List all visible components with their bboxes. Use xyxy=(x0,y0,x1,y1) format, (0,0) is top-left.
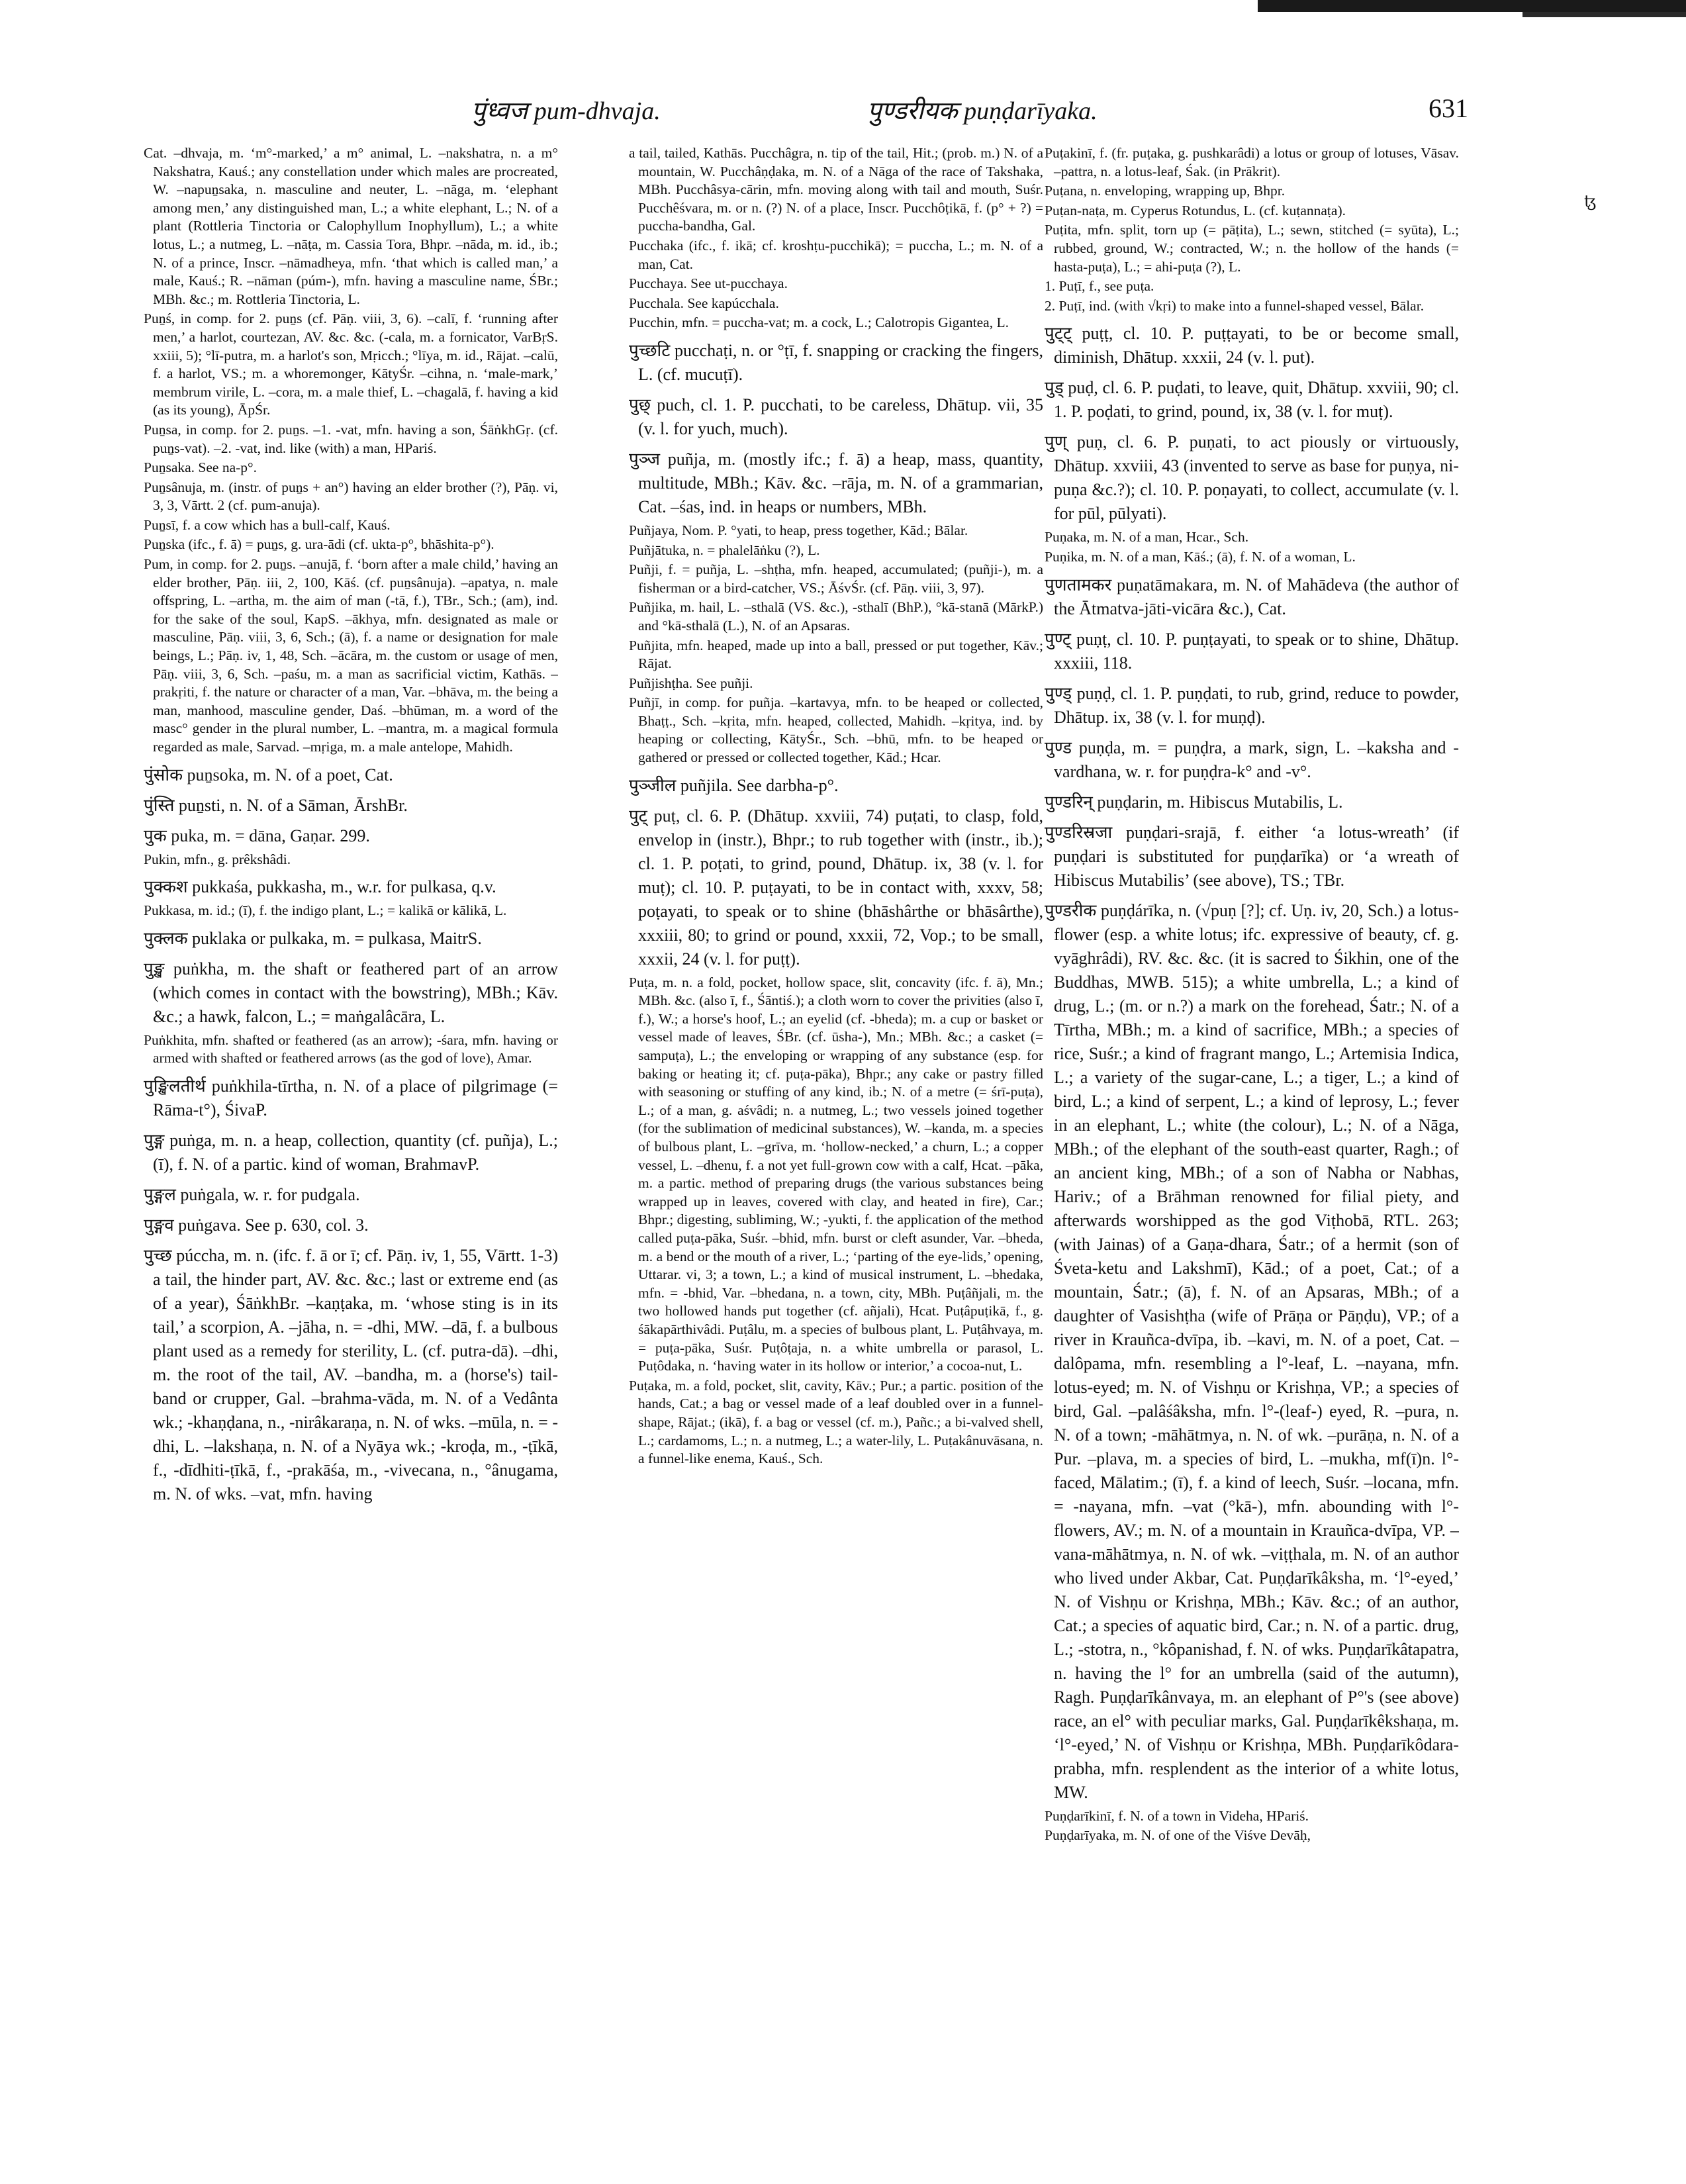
dictionary-entry: पुच्छटि pucchaṭi, n. or °ṭī, f. snapping or cracking the fingers, L. (cf. mucuṭī). xyxy=(629,340,1043,384)
dictionary-entry: पुण्ड puṇḍa, m. = puṇḍra, a mark, sign, L. –kaksha and -vardhana, w. r. for puṇḍra-k° and -v°. xyxy=(1045,737,1459,781)
dictionary-entry: Puṭita, mfn. split, torn up (= pāṭita), L.; sewn, stitched (= syūta), L.; rubbed, ground, W.; contracted, W.; n. the hollow of the hands (= hasta-puṭa), L.; = ahi-puṭa (?), L. xyxy=(1045,222,1459,275)
dictionary-entry: पुंसोक puṉsoka, m. N. of a poet, Cat. xyxy=(144,765,393,784)
dictionary-entry: Puṭakinī, f. (fr. puṭaka, g. pushkarâdi) a lotus or group of lotuses, Vāsav. –pattra, n. a lotus-leaf, Śak. (in Prākrit). xyxy=(1045,145,1459,179)
dictionary-entry: Cat. –dhvaja, m. ‘m°-marked,’ a m° animal, L. –nakshatra, n. a m° Nakshatra, Kauś.; any constellation under which males are procreated, W. –napuṉsaka, n. masculine and neuter, L. –nāga, m. ‘elephant among men,’ any distinguished man, L.; a white elephant, L.; N. of a plant (Rottleria Tinctoria or Calophyllum Inophyllum), L.; a white lotus, L.; a nutmeg, L. –nāṭa, m. Cassia Tora, Bhpr. –nāda, m. id., ib.; N. of a prince, Inscr. –nāmadheya, mfn. ‘that which is called man,’ a male, Kauś.; R. –nāman (púm-), mfn. having a masculine name, ŚBr.; MBh. &c.; m. Rottleria Tinctoria, L. xyxy=(144,145,558,307)
dictionary-entry: Puṭana, n. enveloping, wrapping up, Bhpr. xyxy=(1045,183,1286,199)
dictionary-entry: Pucchin, mfn. = puccha-vat; m. a cock, L.; Calotropis Gigantea, L. xyxy=(629,314,1009,331)
dictionary-entry: पुण्ड् puṇḍ, cl. 1. P. puṇḍati, to rub, grind, reduce to powder, Dhātup. ix, 38 (v. l. for muṇḍ). xyxy=(1045,683,1459,727)
dictionary-entry: Puñjika, m. hail, L. –sthalā (VS. &c.), -sthalī (BhP.), °kā-stanā (MārkP.) and °kā-sthalā (L.), N. of an Apsaras. xyxy=(629,599,1043,634)
dictionary-entry: Puñjātuka, n. = phalelāṅku (?), L. xyxy=(629,542,820,558)
dictionary-entry: पुक्कश pukkaśa, pukkasha, m., w.r. for pulkasa, q.v. xyxy=(144,877,496,897)
dictionary-entry: पुण्डरिस्रजा puṇḍari-srajā, f. either ‘a lotus-wreath’ (if puṇḍari is substituted for puṇḍarīka) or ‘a wreath of Hibiscus Mutabilis’ (see above), TS.; TBr. xyxy=(1045,822,1459,890)
dictionary-entry: 1. Puṭī, f., see puṭa. xyxy=(1045,278,1154,295)
dictionary-entry: पुङ्गल puṅgala, w. r. for pudgala. xyxy=(144,1184,360,1204)
dictionary-entry: पुण्डरिन् puṇḍarin, m. Hibiscus Mutabilis, L. xyxy=(1045,792,1343,812)
dictionary-entry: पुट्ट् puṭṭ, cl. 10. P. puṭṭayati, to be or become small, diminish, Dhātup. xxxii, 24 (v. l. put). xyxy=(1045,324,1459,367)
dictionary-entry: पुण्डरीक puṇḍárīka, n. (√puṇ [?]; cf. Uṇ. iv, 20, Sch.) a lotus-flower (esp. a white lotus; ifc. expressive of beauty, cf. g. vyāghrâdi), RV. &c. &c. (it is sacred to Śikhin, one of the Buddhas, MWB. 515); a white umbrella, L.; a kind of drug, L.; (m. or n.?) a mark on the forehead, Śatr.; N. of a Tīrtha, MBh.; m. a kind of sacrifice, MBh.; a species of rice, Suśr.; a kind of fragrant mango, L.; Artemisia Indica, L.; a variety of the sugar-cane, L.; a tiger, L.; a kind of bird, L.; a kind of serpent, L.; a kind of leprosy, L.; fever in an elephant, L.; white (the colour), L.; N. of a Nāga, MBh.; of the elephant of the south-east quarter, Ragh.; of an ancient king, MBh.; of a son of Nabha or Nabhas, Hariv.; of a Brāhman renowned for filial piety, and afterwards worshipped as the god Viṭhobā, RTL. 263; (with Jainas) of a Gaṇa-dhara, Śatr.; of a hermit (son of Śveta-ketu and Lakshmī), Kād.; of a poet, Cat.; of a mountain, Śatr.; (ā), f. N. of an Apsaras, MBh.; of a daughter of Vasishṭha (wife of Prāṇa or Pāṇḍu), VP.; of a river in Krauñca-dvīpa, ib. –kavi, m. N. of a poet, Cat. –dalôpama, mfn. resembling a l°-leaf, L. –nayana, mfn. lotus-eyed; m. N. of Vishṇu or Krishṇa, VP.; a species of bird, Gal. –palâśâksha, mfn. l°-(leaf-) eyed, R. –pura, n. N. of a town; -māhātmya, n. N. of wk. –purāṇa, n. N. of a Pur. –plava, m. a species of bird, L. –mukha, mf(ī)n. l°-faced, Mālatim.; (ī), f. a kind of leech, Suśr. –locana, mfn. = -nayana, mfn. –vat (°kā-), mfn. abounding with l°-flowers, AV.; m. N. of a mountain in Krauñca-dvīpa, VP. –vana-māhātmya, n. N. of wk. –viṭṭhala, m. N. of an author who lived under Akbar, Cat. Puṇḍarīkâksha, m. ‘l°-eyed,’ N. of Vishṇu or Krishṇa, MBh.; Kāv. &c.; of an author, Cat.; a species of aquatic bird, Car.; n. N. of a partic. drug, L.; -stotra, n., °kôpanishad, f. N. of wks. Puṇḍarīkâtapatra, n. having the l° for an umbrella (said of the autumn), Ragh. Puṇḍarīkânvaya, m. an elephant of P°'s (see above) race, an el° with peculiar marks, Gal. Puṇḍarīkêkshaṇa, m. ‘l°-eyed,’ N. of Vishṇu or Krishṇa, MBh. Puṇḍarīkôdara-prabha, mfn. resplendent as the interior of a white lotus, MW. xyxy=(1045,900,1459,1802)
dictionary-entry: 2. Puṭī, ind. (with √kṛi) to make into a funnel-shaped vessel, Bālar. xyxy=(1045,297,1425,314)
dictionary-entry: Puñjī, in comp. for puñja. –kartavya, mfn. to be heaped or collected, Bhaṭṭ., Sch. –kṛita, mfn. heaped, collected, Mahidh. –kṛitya, ind. by heaping or collecting, KātyŚr., Sch. –bhū, mfn. to be heaped or gathered or pressed or collected together, Kād.; Hcar. xyxy=(629,694,1043,766)
dictionary-entry: Pum, in comp. for 2. puṉs. –anujā, f. ‘born after a male child,’ having an elder brother, Pāṇ. iii, 2, 100, Kāś. (cf. puṉsânuja). –apatya, n. male offspring, L. –artha, m. the aim of man (-tā, f.), TBr., Sch.; (am), ind. for the sake of the soul, KapS. –ākhya, mfn. designated as male or masculine, Pāṇ. viii, 3, 6, Sch.; (ā), f. a name or designation for male beings, L.; Pāṇ. iv, 1, 48, Sch. –ācāra, m. the custom or usage of men, Pāṇ. viii, 3, 6, Sch. –paśu, m. a man as sacrificial victim, Kathās. –prakṛiti, f. the nature or character of a man, Var. –bhāva, m. the being a man, manhood, masculine gender, Daś. –bhūman, m. a word of the masc° gender in the plural number, L. –mantra, m. a magical formula regarded as male, Sarvad. –mṛiga, m. a male antelope, Mahidh. xyxy=(144,556,558,755)
dictionary-entry: Puṭan-naṭa, m. Cyperus Rotundus, L. (cf. kuṭannaṭa). xyxy=(1045,202,1346,218)
dictionary-entry: पुट् puṭ, cl. 6. P. (Dhātup. xxviii, 74) puṭati, to clasp, fold, envelop in (instr.), Bhpr.; to rub together with (instr., ib.); cl. 1. P. poṭati, to grind, pound, Dhātup. ix, 38 (v. l. for muṭ); cl. 10. P. puṭayati, to be in contact with, xxxv, 58; poṭayati, to speak or to shine (bhāshârthe or bhāsârthe), xxxiii, 80; to grind or pound, xxxii, 72, Vop.; to be small, xxxii, 24 (v. l. for puṭṭ). xyxy=(629,806,1043,969)
dictionary-entry: a tail, tailed, Kathās. Pucchâgra, n. tip of the tail, Hit.; (prob. m.) N. of a mountain, W. Pucchâṇḍaka, m. N. of a Nāga of the race of Takshaka, MBh. Pucchâsya-cārin, mfn. moving along with tail and mouth, Suśr. Pucchêśvara, m. or n. (?) N. of a place, Inscr. Pucchôṭikā, f. (p° + ?) = puccha-bandha, Gal. xyxy=(629,145,1043,234)
page-header xyxy=(0,93,1686,139)
dictionary-entry: पुक्लक puklaka or pulkaka, m. = pulkasa, MaitrS. xyxy=(144,928,482,948)
dictionary-entry: पुंस्ति puṉsti, n. N. of a Sāman, ĀrshBr. xyxy=(144,795,408,815)
dictionary-entry: Puṇḍarīkinī, f. N. of a town in Videha, HPariś. xyxy=(1045,1807,1309,1824)
running-head-left: पुंध्वज pum-dhvaja. xyxy=(471,97,661,125)
dictionary-entry: Puṉska (ifc., f. ā) = puṉs, g. ura-ādi (cf. ukta-p°, bhāshita-p°). xyxy=(144,536,494,553)
scan-edge-mark xyxy=(1258,0,1686,12)
dictionary-entry: Puñjita, mfn. heaped, made up into a ball, pressed or put together, Kāv.; Rājat. xyxy=(629,637,1043,672)
dictionary-entry: Puñji, f. = puñja, L. –shṭha, mfn. heaped, accumulated; (puñji-), m. a fisherman or a bird-catcher, VS.; ĀśvŚr. (cf. Pāṇ. viii, 3, 97). xyxy=(629,561,1043,596)
dictionary-entry: पुछ् puch, cl. 1. P. pucchati, to be careless, Dhātup. vii, 35 (v. l. for yuch, much). xyxy=(629,395,1043,438)
scan-edge-mark xyxy=(1522,12,1686,17)
dictionary-entry: Puṉsī, f. a cow which has a bull-calf, Kauś. xyxy=(144,516,391,533)
running-head-right: पुण्डरीयक puṇḍarīyaka. xyxy=(867,97,1098,125)
dictionary-entry: Puṉś, in comp. for 2. puṉs (cf. Pāṇ. viii, 3, 6). –calī, f. ‘running after men,’ a harlot, courtezan, AV. &c. &c. (-cala, m. a fornicator, VarBṛS. xxiii, 5); °lī-putra, m. a harlot's son, Mṛicch.; °līya, m. id., Rājat. –calū, f. a harlot, VS.; m. a whoremonger, KātyŚr. –cihna, n. ‘male-mark,’ membrum virile, L. –cora, m. a male thief, L. –chagalā, f. having a kid (as its young), ĀpŚr. xyxy=(144,310,558,418)
margin-mark: ꜩ xyxy=(1584,193,1597,211)
column-right xyxy=(1045,144,1459,2163)
dictionary-entry: पुञ्ज puñja, m. (mostly ifc.; f. ā) a heap, mass, quantity, multitude, MBh.; Kāv. &c. –rāja, m. N. of a grammarian, Cat. –śas, ind. in heaps or numbers, MBh. xyxy=(629,449,1043,516)
dictionary-entry: Puṇika, m. N. of a man, Kāś.; (ā), f. N. of a woman, L. xyxy=(1045,548,1356,565)
dictionary-entry: Puṭa, m. n. a fold, pocket, hollow space, slit, concavity (ifc. f. ā), Mn.; MBh. &c. (also ī, f., Śāntiś.); a cloth worn to cover the privities (also ī, f.), W.; a horse's hoof, L.; an eyelid (cf. -bheda); m. a cup or basket or vessel made of leaves, ŚBr. (cf. ūsha-), Mn.; MBh. &c.; a casket (= sampuṭa), L.; the enveloping or wrapping of any substance (esp. for baking or heating it; cf. puṭa-pāka), Bhpr.; any cake or pastry filled with seasoning or stuffing of any kind, ib.; N. of a metre (= śrī-puṭa), L.; of a man, g. aśvâdi; n. a nutmeg, L.; two vessels joined together (for the sublimation of medicinal substances), W. –kanda, m. a species of bulbous plant, L. –grīva, m. ‘hollow-necked,’ a churn, L.; a copper vessel, L. –dhenu, f. a not yet full-grown cow with a calf, Hcat. –pāka, m. a partic. method of preparing drugs (the various substances being wrapped up in leaves, covered with clay, and heated in fire), Car.; Bhpr.; digesting, subliming, W.; -yukti, f. the application of the method called puṭa-pāka, Suśr. –bhid, mfn. burst or cleft asunder, Var. –bheda, m. a bend or the mouth of a river, L.; ‘parting of the eye-lids,’ opening, Uttarar. vi, 3; a town, L.; a kind of musical instrument, L. –bhedaka, mfn. = -bhid, Var. –bhedana, n. a town, city, MBh. Puṭâñjali, m. the two hollowed hands put together (cf. añjali), Hcat. Puṭâpuṭikā, f., g. śākapārthivâdi. Puṭâlu, m. a species of bulbous plant, L. Puṭâhvaya, m. = puṭa-pāka, Suśr. Puṭôṭaja, n. a white umbrella or parasol, L. Puṭôdaka, n. ‘having water in its hollow or interior,’ a cocoa-nut, L. xyxy=(629,974,1043,1374)
dictionary-entry: पुञ्जील puñjila. See darbha-p°. xyxy=(629,775,839,795)
dictionary-entry: पुच्छ púccha, m. n. (ifc. f. ā or ī; cf. Pāṇ. iv, 1, 55, Vārtt. 1-3) a tail, the hinder part, AV. &c. &c.; last or extreme end (as of a year), ŚāṅkhBr. –kaṇṭaka, m. ‘whose sting is in its tail,’ a scorpion, A. –jāha, n. = -dhi, MW. –dā, f. a bulbous plant used as a remedy for sterility, L. (cf. putra-dā). –dhi, m. the root of the tail, AV. –bandha, m. a (horse's) tail-band or crupper, Gal. –brahma-vāda, m. N. of a Vedânta wk.; -khaṇḍana, n., -nirâkaraṇa, n. N. of wks. –mūla, n. = -dhi, L. –lakshaṇa, n. N. of a Nyāya wk.; -kroḍa, m., -ṭīkā, f., -dīdhiti-ṭīkā, f., -prakāśa, m., -vivecana, n., °ânugama, m. N. of wks. –vat, mfn. having xyxy=(144,1245,558,1503)
dictionary-entry: पुङ्खिलतीर्थ puṅkhila-tīrtha, n. N. of a place of pilgrimage (= Rāma-t°), ŚivaP. xyxy=(144,1076,558,1119)
dictionary-entry: Puṅkhita, mfn. shafted or feathered (as an arrow); -śara, mfn. having or armed with shafted or feathered arrows (as the god of love), Amar. xyxy=(144,1031,558,1067)
page-number: 631 xyxy=(1428,93,1468,123)
dictionary-entry: पुड् puḍ, cl. 6. P. puḍati, to leave, quit, Dhātup. xxviii, 90; cl. 1. P. poḍati, to grind, pound, ix, 38 (v. l. for muṭ). xyxy=(1045,378,1459,422)
dictionary-entry: Pucchaya. See ut-pucchaya. xyxy=(629,275,788,292)
dictionary-entry: Puñjaya, Nom. P. °yati, to heap, press together, Kād.; Bālar. xyxy=(629,522,968,538)
dictionary-entry: Puṉsa, in comp. for 2. puṉs. –1. -vat, mfn. having a son, ŚāṅkhGṛ. (cf. puṉs-vat). –2. -vat, ind. like (with) a man, HPariś. xyxy=(144,421,558,456)
dictionary-entry: Pukin, mfn., g. prêkshâdi. xyxy=(144,851,291,867)
dictionary-entry: पुण्ट् puṇṭ, cl. 10. P. puṇṭayati, to speak or to shine, Dhātup. xxxiii, 118. xyxy=(1045,629,1459,673)
dictionary-entry: पुणतामकर puṇatāmakara, m. N. of Mahādeva (the author of the Ātmatva-jāti-vicāra &c.), Cat. xyxy=(1045,575,1459,618)
dictionary-entry: Puṭaka, m. a fold, pocket, slit, cavity, Kāv.; Pur.; a partic. position of the hands, Cat.; a bag or vessel made of a leaf doubled over in a funnel-shape, Rājat.; (ikā), f. a bag or vessel (cf. m.), Pañc.; a bi-valved shell, L.; cardamoms, L.; n. a nutmeg, L.; a water-lily, L. Puṭakânuvāsana, n. a funnel-like enema, Kauś., Sch. xyxy=(629,1377,1043,1467)
column-middle xyxy=(629,144,1043,2163)
dictionary-entry: Puṇaka, m. N. of a man, Hcar., Sch. xyxy=(1045,529,1249,546)
dictionary-entry: पुक puka, m. = dāna, Gaṇar. 299. xyxy=(144,826,370,845)
dictionary-entry: पुङ्ग puṅga, m. n. a heap, collection, quantity (cf. puñja), L.; (ī), f. N. of a partic. kind of woman, BrahmavP. xyxy=(144,1130,558,1174)
dictionary-entry: Puṇḍarīyaka, m. N. of one of the Viśve Devāḥ, xyxy=(1045,1827,1311,1844)
dictionary-entry: Puṉsaka. See na-p°. xyxy=(144,459,258,476)
dictionary-entry: Pukkasa, m. id.; (ī), f. the indigo plant, L.; = kalikā or kālikā, L. xyxy=(144,902,507,919)
dictionary-entry: Puṉsânuja, m. (instr. of puṉs + an°) having an elder brother (?), Pāṇ. vi, 3, 3, Vārtt. 2 (cf. pum-anuja). xyxy=(144,479,558,514)
dictionary-entry: पुण् puṇ, cl. 6. P. puṇati, to act piously or virtuously, Dhātup. xxviii, 43 (invented to serve as base for puṇya, ni-puṇa &c.?); cl. 10. P. poṇayati, to collect, accumulate (v. l. for pūl, pūlyati). xyxy=(1045,432,1459,524)
dictionary-entry: Pucchala. See kapúcchala. xyxy=(629,295,779,311)
dictionary-entry: Pucchaka (ifc., f. ikā; cf. kroshṭu-pucchikā); = puccha, L.; m. N. of a man, Cat. xyxy=(629,237,1043,272)
dictionary-entry: Puñjishṭha. See puñji. xyxy=(629,675,753,691)
dictionary-entry: पुङ्ख puṅkha, m. the shaft or feathered part of an arrow (which comes in contact with the bowstring), MBh.; Kāv. &c.; a hawk, falcon, L.; = maṅgalâcāra, L. xyxy=(144,959,558,1026)
column-left xyxy=(144,144,558,2163)
dictionary-entry: पुङ्गव puṅgava. See p. 630, col. 3. xyxy=(144,1215,369,1235)
